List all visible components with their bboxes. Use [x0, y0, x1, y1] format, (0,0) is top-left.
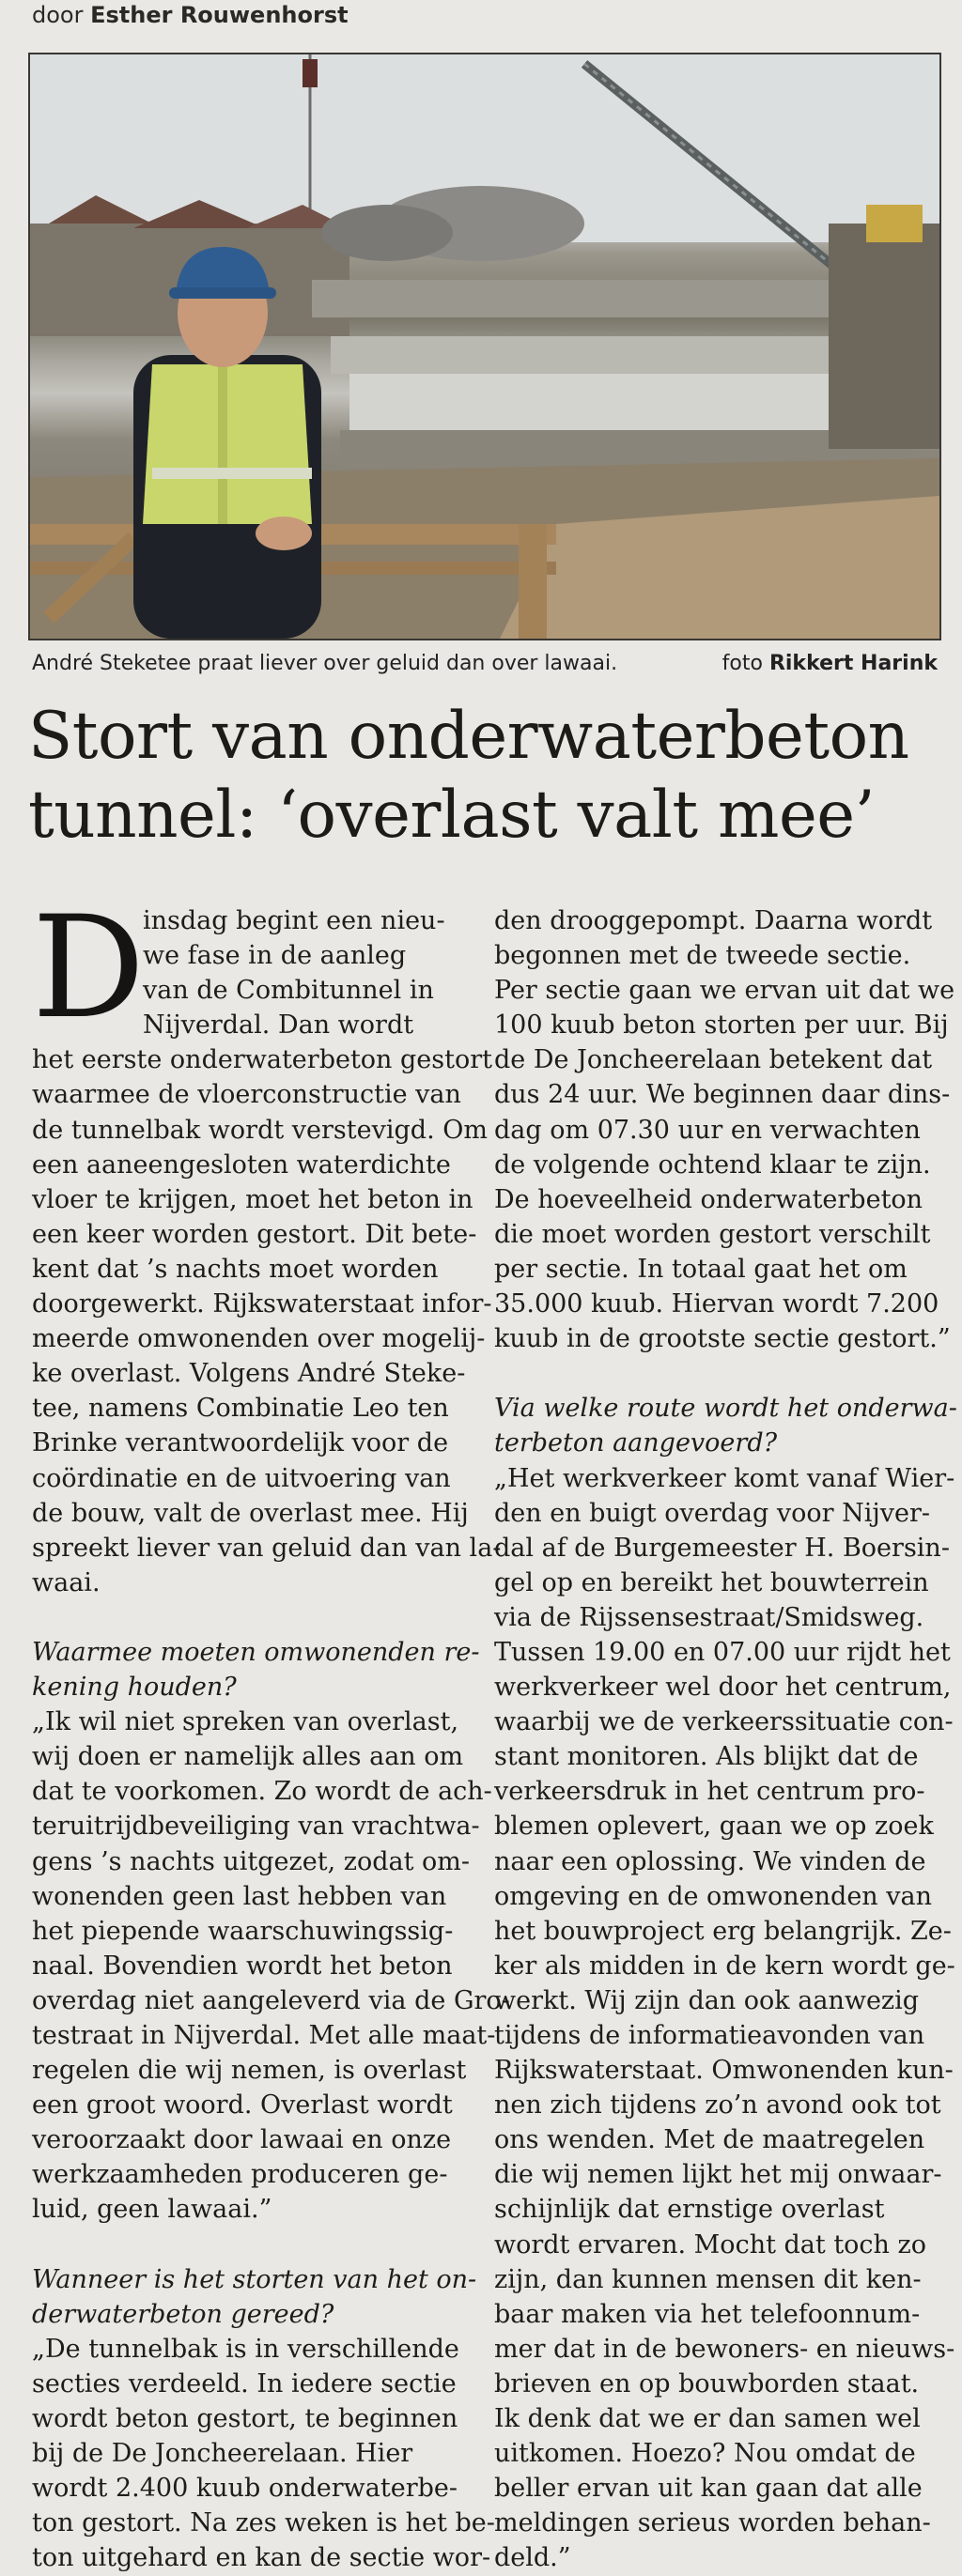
text-line: gens ’s nachts uitgezet, zodat om-: [32, 1846, 471, 1876]
text-line: ton gestort. Na zes weken is het be-: [32, 2508, 495, 2538]
text-line: we fase in de aanleg: [143, 941, 407, 971]
text-line: omgeving en de omwonenden van: [494, 1881, 933, 1911]
text-line: Ik denk dat we er dan samen wel: [494, 2404, 921, 2434]
text-line: „Het werkverkeer komt vanaf Wier-: [494, 1463, 955, 1493]
text-line: meerde omwonenden over mogelij-: [32, 1324, 486, 1354]
headline-line-2: tunnel: ‘overlast valt mee’: [28, 778, 876, 853]
text-line: wordt beton gestort, te beginnen: [32, 2404, 458, 2434]
credit-name: Rikkert Harink: [768, 652, 938, 675]
credit-prefix: foto: [722, 652, 763, 675]
text-line: via de Rijssensestraat/Smidsweg.: [494, 1602, 924, 1632]
text-line: een aaneengesloten waterdichte: [32, 1149, 451, 1180]
text-line: wonenden geen last hebben van: [32, 1881, 447, 1911]
text-line: uitkomen. Hoezo? Nou omdat de: [494, 2439, 916, 2469]
text-line: insdag begint een nieu-: [143, 906, 445, 935]
text-line: den drooggepompt. Daarna wordt: [494, 906, 933, 935]
text-line: werkverkeer wel door het centrum,: [494, 1673, 952, 1703]
text-line: per sectie. In totaal gaat het om: [494, 1254, 908, 1284]
article-column-right: [494, 903, 957, 2576]
text-line: dus 24 uur. We beginnen daar dins-: [494, 1080, 951, 1110]
paragraph-gap: [32, 1600, 455, 1635]
text-line: werkzaamheden produceren ge-: [32, 2160, 448, 2190]
text-line: bij de De Joncheerelaan. Hier: [32, 2439, 413, 2469]
question-line: derwaterbeton gereed?: [32, 2299, 334, 2329]
text-line: meldingen serieus worden behan-: [494, 2508, 931, 2538]
question-line: kening houden?: [32, 1673, 237, 1703]
text-line: spreekt liever van geluid dan van la-: [32, 1533, 502, 1563]
construction-site-illustration: [30, 54, 939, 639]
text-line: zijn, dan kunnen mensen dit ken-: [494, 2264, 922, 2294]
text-line: blemen oplevert, gaan we op zoek: [494, 1812, 934, 1842]
text-line: „Ik wil niet spreken van overlast,: [32, 1707, 459, 1737]
text-line: een keer worden gestort. Dit bete-: [32, 1219, 477, 1249]
text-line: beller ervan uit kan gaan dat alle: [494, 2474, 923, 2504]
byline: [32, 2, 349, 28]
text-line: veroorzaakt door lawaai en onze: [32, 2125, 452, 2155]
text-line: De hoeveelheid onderwaterbeton: [494, 1184, 923, 1214]
byline-author: Esther Rouwenhorst: [90, 2, 349, 28]
question-line: terbeton aangevoerd?: [494, 1428, 778, 1458]
text-line: Nijverdal. Dan wordt: [143, 1010, 414, 1041]
text-line: werkt. Wij zijn dan ook aanwezig: [494, 1985, 920, 2015]
text-line: baar maken via het telefoonnum-: [494, 2299, 921, 2329]
text-line: dag om 07.30 uur en verwachten: [494, 1115, 921, 1145]
text-line: Rijkswaterstaat. Omwonenden kun-: [494, 2056, 954, 2086]
text-line: waai.: [32, 1567, 101, 1597]
text-line: de tunnelbak wordt verstevigd. Om: [32, 1115, 488, 1145]
text-line: naal. Bovendien wordt het beton: [32, 1951, 453, 1981]
text-line: van de Combitunnel in: [143, 976, 434, 1006]
text-line: wij doen er namelijk alles aan om: [32, 1742, 464, 1772]
text-line: brieven en op bouwborden staat.: [494, 2368, 920, 2399]
text-line: den en buigt overdag voor Nijver-: [494, 1498, 930, 1528]
text-line: ons wenden. Met de maatregelen: [494, 2125, 925, 2155]
photo-credit: [722, 652, 938, 675]
text-line: 35.000 kuub. Hiervan wordt 7.200: [494, 1289, 939, 1319]
text-line: regelen die wij nemen, is overlast: [32, 2056, 467, 2086]
text-line: begonnen met de tweede sectie.: [494, 941, 911, 971]
text-line: testraat in Nijverdal. Met alle maat-: [32, 2021, 496, 2050]
text-line: kuub in de grootste sectie gestort.”: [494, 1324, 951, 1354]
text-line: waarmee de vloerconstructie van: [32, 1080, 461, 1110]
article-column-left: [32, 903, 510, 2576]
text-line: teruitrijdbeveiliging van vrachtwa-: [32, 1812, 480, 1842]
article-photo: [28, 53, 941, 640]
text-line: de De Joncheerelaan betekent dat: [494, 1045, 933, 1075]
text-line: Brinke verantwoordelijk voor de: [32, 1428, 449, 1458]
text-line: deld.”: [494, 2543, 571, 2573]
text-line: Tussen 19.00 en 07.00 uur rijdt het: [494, 1637, 951, 1667]
text-line: nen zich tijdens zo’n avond ook tot: [494, 2090, 941, 2121]
text-line: wordt ervaren. Mocht dat toch zo: [494, 2229, 927, 2260]
caption-text: André Steketee praat liever over geluid dan over lawaai.: [32, 652, 618, 675]
text-line: die moet worden gestort verschilt: [494, 1219, 931, 1249]
question-line: Waarmee moeten omwonenden re-: [32, 1637, 480, 1667]
text-line: Per sectie gaan we ervan uit dat we: [494, 976, 955, 1006]
text-line: waarbij we de verkeerssituatie con-: [494, 1707, 954, 1737]
text-line: overdag niet aangeleverd via de Gro-: [32, 1985, 510, 2015]
text-line: kent dat ’s nachts moet worden: [32, 1254, 439, 1284]
text-line: luid, geen lawaai.”: [32, 2195, 272, 2225]
question-line: Via welke route wordt het onderwa-: [494, 1394, 957, 1424]
byline-prefix: door: [32, 2, 84, 28]
text-line: ton uitgehard en kan de sectie wor-: [32, 2543, 491, 2573]
text-line: verkeersdruk in het centrum pro-: [494, 1777, 925, 1807]
text-line: schijnlijk dat ernstige overlast: [494, 2195, 885, 2225]
text-line: vloer te krijgen, moet het beton in: [32, 1184, 473, 1214]
text-line: een groot woord. Overlast wordt: [32, 2090, 453, 2121]
text-line: het piepende waarschuwingssig-: [32, 1916, 454, 1946]
text-line: dal af de Burgemeester H. Boersin-: [494, 1533, 950, 1563]
paragraph-gap: [32, 2228, 455, 2262]
text-line: ker als midden in de kern wordt ge-: [494, 1951, 955, 1981]
text-line: dat te voorkomen. Zo wordt de ach-: [32, 1777, 492, 1807]
text-line: „De tunnelbak is in verschillende: [32, 2334, 459, 2364]
headline: [28, 697, 949, 855]
drop-cap: D: [32, 887, 146, 1050]
text-line: coördinatie en de uitvoering van: [32, 1463, 451, 1493]
text-line: naar een oplossing. We vinden de: [494, 1846, 926, 1876]
text-line: het eerste onderwaterbeton gestort: [32, 1045, 493, 1075]
text-line: stant monitoren. Als blijkt dat de: [494, 1742, 919, 1772]
headline-line-1: Stort van onderwaterbeton: [28, 699, 909, 774]
text-line: wordt 2.400 kuub onderwaterbe-: [32, 2474, 458, 2504]
text-line: doorgewerkt. Rijkswaterstaat infor-: [32, 1289, 492, 1319]
text-line: die wij nemen lijkt het mij onwaar-: [494, 2160, 942, 2190]
text-line: tee, namens Combinatie Leo ten: [32, 1394, 449, 1424]
text-line: ke overlast. Volgens André Steke-: [32, 1359, 466, 1389]
text-line: het bouwproject erg belangrijk. Ze-: [494, 1916, 952, 1946]
question-line: Wanneer is het storten van het on-: [32, 2264, 477, 2294]
text-line: 100 kuub beton storten per uur. Bij: [494, 1010, 949, 1041]
text-line: secties verdeeld. In iedere sectie: [32, 2368, 457, 2399]
text-line: gel op en bereikt het bouwterrein: [494, 1567, 929, 1597]
text-line: de volgende ochtend klaar te zijn.: [494, 1149, 931, 1180]
paragraph-gap: [494, 1356, 938, 1391]
text-line: de bouw, valt de overlast mee. Hij: [32, 1498, 469, 1528]
text-line: mer dat in de bewoners- en nieuws-: [494, 2334, 955, 2364]
photo-caption: [32, 652, 938, 675]
text-line: tijdens de informatieavonden van: [494, 2021, 925, 2050]
